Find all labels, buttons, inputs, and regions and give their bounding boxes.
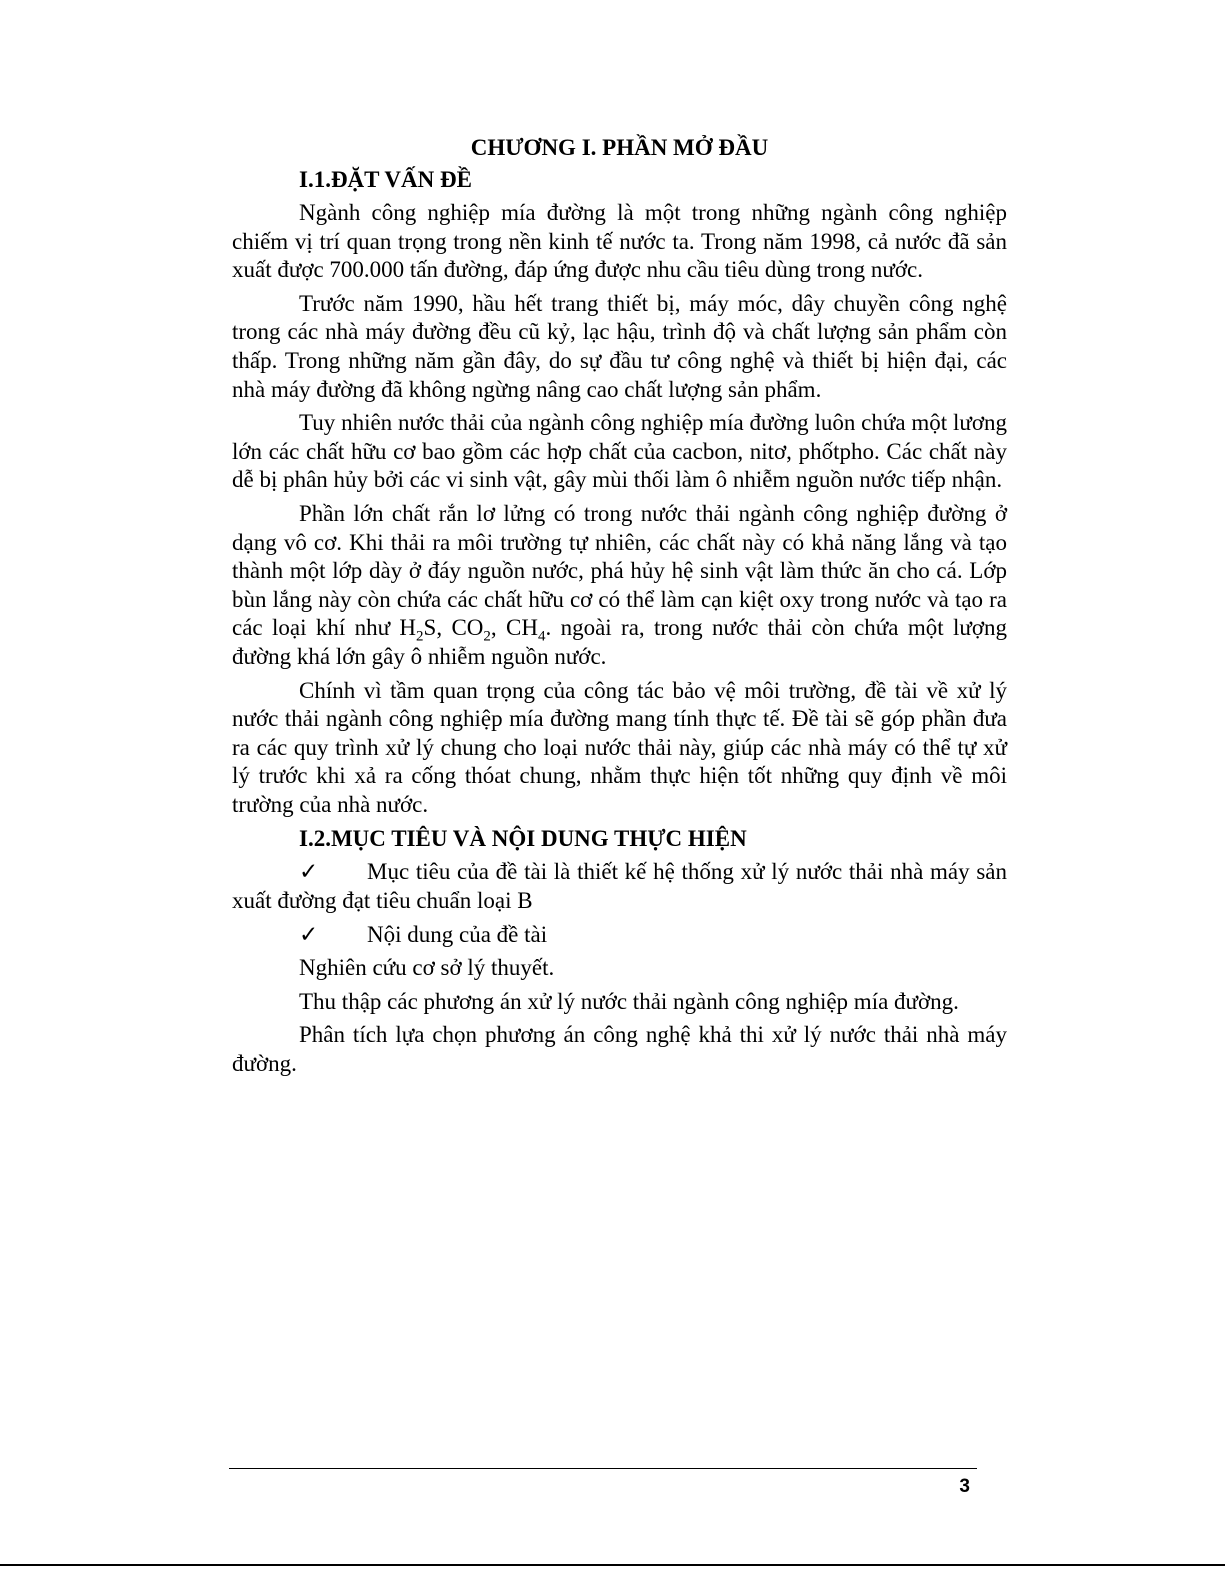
- section-heading-1: I.1.ĐẶT VẤN ĐỀ: [299, 167, 472, 192]
- chapter-title: CHƯƠNG I. PHẦN MỞ ĐẦU: [470, 135, 769, 160]
- paragraph-4: [232, 500, 1007, 672]
- paragraph-4-text-before: Phần lớn chất rắn lơ lửng có trong nước thải ngành công nghiệp đường ở dạng vô cơ. Khi thải ra môi trường tự nhiên, các chất này có khả năng lắng và tạo thành một lớp dày ở đáy nguồn nước, phá hủy hệ sinh vật làm thức ăn cho cá. Lớp bùn lắng này còn chứa các chất hữu cơ có thể làm cạn kiệt oxy trong nước và tạo ra các loại khí như H: [232, 500, 1007, 641]
- subscript-ch4: 4: [537, 628, 546, 645]
- checkmark-icon: ✓: [299, 859, 319, 885]
- page-bottom-border: [0, 1564, 1225, 1566]
- list-item-analysis: Phân tích lựa chọn phương án công nghệ khả thi xử lý nước thải nhà máy đường.: [232, 1022, 1007, 1077]
- checkmark-icon: ✓: [299, 921, 319, 947]
- footer-divider: [229, 1468, 977, 1469]
- bullet-text-content: Nội dung của đề tài: [367, 921, 548, 947]
- subscript-co2: 2: [483, 628, 491, 645]
- bullet-text-objective: Mục tiêu của đề tài là thiết kế hệ thống xử lý nước thải nhà máy sản xuất đường đạt tiêu chuẩn loại B: [232, 859, 1007, 914]
- page-number: 3: [959, 1476, 970, 1497]
- bullet-item-content: [232, 921, 1007, 950]
- list-item-theory: Nghiên cứu cơ sở lý thuyết.: [299, 955, 555, 981]
- bullet-item-objective: [232, 858, 1007, 915]
- list-item-collect: Thu thập các phương án xử lý nước thải ngành công nghiệp mía đường.: [299, 988, 959, 1014]
- paragraph-4-text-mid1: S, CO: [423, 615, 484, 641]
- paragraph-4-text-mid2: , CH: [490, 615, 538, 641]
- paragraph-1: Ngành công nghiệp mía đường là một trong những ngành công nghiệp chiếm vị trí quan trọng trong nền kinh tế nước ta. Trong năm 1998, cả nước đã sản xuất được 700.000 tấn đường, đáp ứng được nhu cầu tiêu dùng trong nước.: [232, 200, 1007, 283]
- paragraph-2: Trước năm 1990, hầu hết trang thiết bị, máy móc, dây chuyền công nghệ trong các nhà máy đường đều cũ kỷ, lạc hậu, trình độ và chất lượng sản phẩm còn thấp. Trong những năm gần đây, do sự đầu tư công nghệ và thiết bị hiện đại, các nhà máy đường đã không ngừng nâng cao chất lượng sản phẩm.: [232, 290, 1007, 402]
- paragraph-5: Chính vì tầm quan trọng của công tác bảo vệ môi trường, đề tài về xử lý nước thải ngành công nghiệp mía đường mang tính thực tế. Đề tài sẽ góp phần đưa ra các quy trình xử lý chung cho loại nước thải này, giúp các nhà máy có thể tự xử lý trước khi xả ra cống thóat chung, nhằm thực hiện tốt những quy định về môi trường của nhà nước.: [232, 677, 1007, 817]
- paragraph-3: Tuy nhiên nước thải của ngành công nghiệp mía đường luôn chứa một lương lớn các chất hữu cơ bao gồm các hợp chất của cacbon, nitơ, phốtpho. Các chất này dễ bị phân hủy bởi các vi sinh vật, gây mùi thối làm ô nhiễm nguồn nước tiếp nhận.: [232, 410, 1007, 493]
- paragraph-4-text-after: . ngoài ra, trong nước thải còn chứa một lượng đường khá lớn gây ô nhiễm nguồn nước.: [232, 615, 1007, 669]
- section-heading-2: I.2.MỤC TIÊU VÀ NỘI DUNG THỰC HIỆN: [299, 826, 747, 852]
- page-content: [232, 133, 1007, 1084]
- subscript-h2s: 2: [416, 628, 424, 645]
